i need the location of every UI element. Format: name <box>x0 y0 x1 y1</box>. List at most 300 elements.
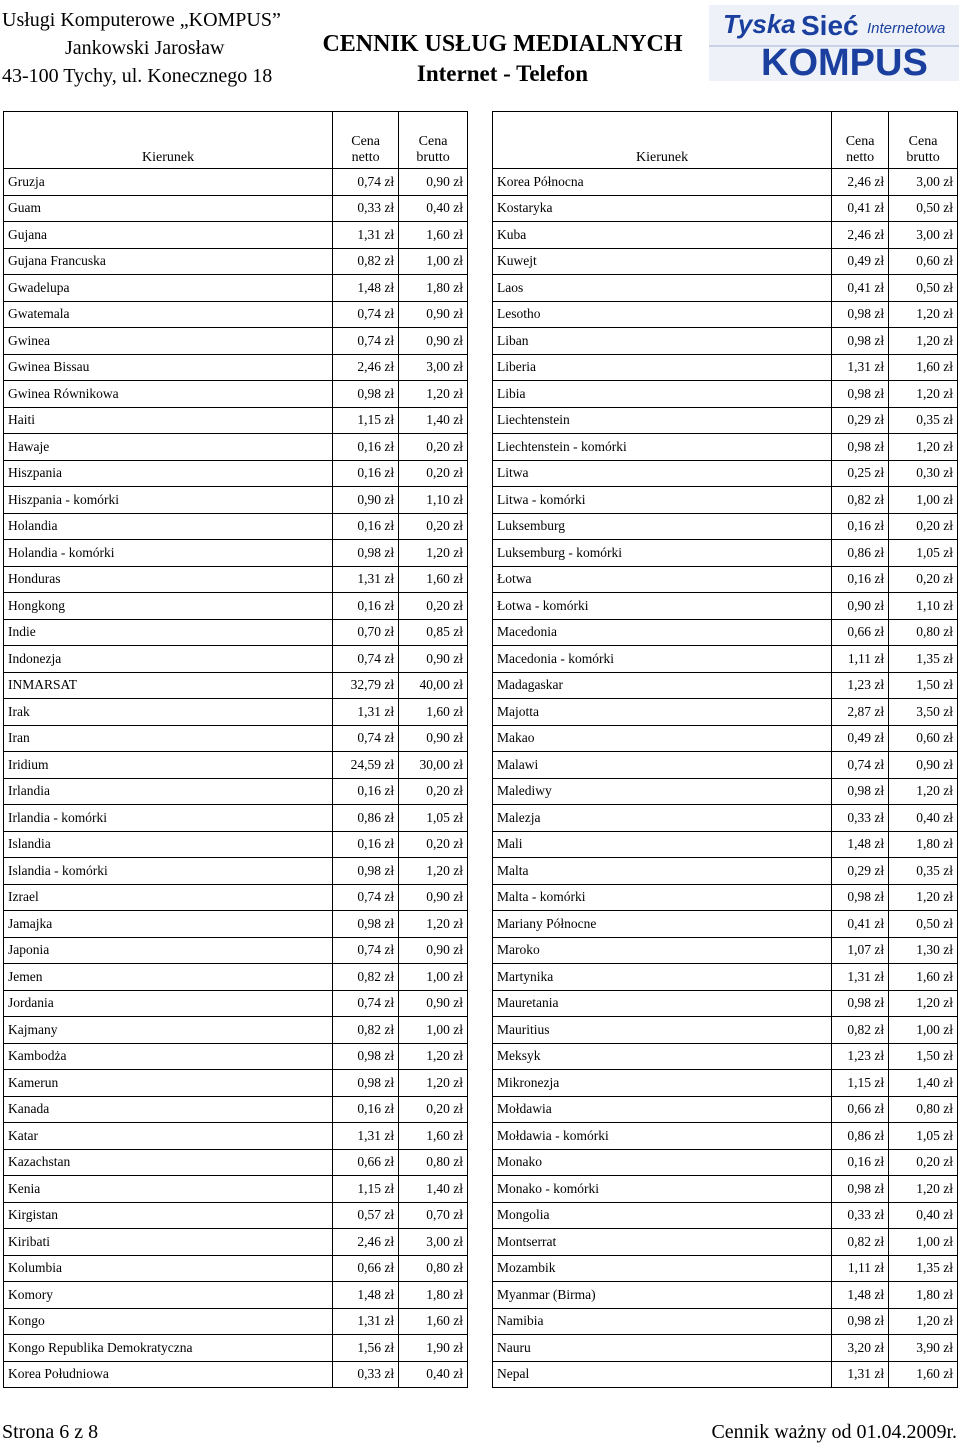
direction-cell: Montserrat <box>493 1229 832 1256</box>
gross-price-cell: 0,20 zł <box>399 513 468 540</box>
net-price-cell: 0,74 zł <box>333 646 399 673</box>
direction-cell: Komory <box>4 1282 333 1309</box>
direction-cell: Hongkong <box>4 593 333 620</box>
gross-price-cell: 1,20 zł <box>889 778 958 805</box>
direction-cell: Jemen <box>4 964 333 991</box>
net-price-cell: 0,49 zł <box>832 248 889 275</box>
gross-price-cell: 0,85 zł <box>399 619 468 646</box>
table-row <box>493 805 958 832</box>
table-row <box>493 858 958 885</box>
net-price-cell: 2,87 zł <box>832 699 889 726</box>
net-price-cell: 0,86 zł <box>832 1123 889 1150</box>
table-row <box>493 619 958 646</box>
table-row <box>4 566 468 593</box>
direction-cell: Kongo Republika Demokratyczna <box>4 1335 333 1362</box>
net-price-cell: 1,23 zł <box>832 672 889 699</box>
table-row <box>4 911 468 938</box>
gross-price-cell: 0,80 zł <box>889 619 958 646</box>
table-row <box>4 381 468 408</box>
gross-price-cell: 0,90 zł <box>399 646 468 673</box>
gross-price-cell: 0,80 zł <box>889 1096 958 1123</box>
gross-price-cell: 1,60 zł <box>889 964 958 991</box>
direction-cell: Holandia - komórki <box>4 540 333 567</box>
table-row <box>4 434 468 461</box>
direction-cell: Malawi <box>493 752 832 779</box>
direction-cell: Kolumbia <box>4 1255 333 1282</box>
net-price-cell: 1,48 zł <box>832 831 889 858</box>
table-row <box>493 222 958 249</box>
net-price-cell: 0,66 zł <box>333 1255 399 1282</box>
table-row <box>4 275 468 302</box>
net-price-cell: 0,41 zł <box>832 275 889 302</box>
table-row <box>4 248 468 275</box>
direction-cell: Litwa <box>493 460 832 487</box>
table-row <box>4 460 468 487</box>
direction-cell: Indonezja <box>4 646 333 673</box>
gross-price-cell: 0,50 zł <box>889 195 958 222</box>
table-row <box>493 646 958 673</box>
table-row <box>4 1176 468 1203</box>
gross-price-cell: 0,20 zł <box>399 1096 468 1123</box>
direction-cell: Gwinea Równikowa <box>4 381 333 408</box>
table-row <box>493 275 958 302</box>
direction-cell: Jordania <box>4 990 333 1017</box>
net-price-cell: 0,74 zł <box>333 328 399 355</box>
net-price-cell: 3,20 zł <box>832 1335 889 1362</box>
gross-price-cell: 1,60 zł <box>399 222 468 249</box>
direction-cell: Mołdawia - komórki <box>493 1123 832 1150</box>
net-price-cell: 0,98 zł <box>832 990 889 1017</box>
table-row <box>493 354 958 381</box>
direction-cell: Irlandia - komórki <box>4 805 333 832</box>
direction-cell: Islandia <box>4 831 333 858</box>
net-price-cell: 0,41 zł <box>832 195 889 222</box>
table-row <box>4 1043 468 1070</box>
net-price-cell: 0,33 zł <box>333 195 399 222</box>
net-price-cell: 0,98 zł <box>333 1043 399 1070</box>
direction-cell: Monako - komórki <box>493 1176 832 1203</box>
direction-cell: Haiti <box>4 407 333 434</box>
column-header-gross: Cena brutto <box>399 112 468 169</box>
direction-cell: Korea Północna <box>493 169 832 196</box>
gross-price-cell: 1,50 zł <box>889 1043 958 1070</box>
table-row <box>4 1282 468 1309</box>
table-row <box>4 699 468 726</box>
net-price-cell: 0,16 zł <box>333 1096 399 1123</box>
gross-price-cell: 0,20 zł <box>399 778 468 805</box>
kompus-logo <box>709 5 959 81</box>
direction-cell: Nepal <box>493 1361 832 1388</box>
net-price-cell: 1,31 zł <box>333 1308 399 1335</box>
gross-price-cell: 1,05 zł <box>889 540 958 567</box>
table-row <box>4 1149 468 1176</box>
table-row <box>4 169 468 196</box>
title-line-2: Internet - Telefon <box>416 61 589 86</box>
direction-cell: Kajmany <box>4 1017 333 1044</box>
direction-cell: Gujana Francuska <box>4 248 333 275</box>
gross-price-cell: 0,40 zł <box>889 1202 958 1229</box>
gross-price-cell: 1,20 zł <box>889 381 958 408</box>
table-row <box>493 566 958 593</box>
gross-price-cell: 1,40 zł <box>399 1176 468 1203</box>
direction-cell: Japonia <box>4 937 333 964</box>
direction-cell: Madagaskar <box>493 672 832 699</box>
direction-cell: Martynika <box>493 964 832 991</box>
net-price-cell: 0,90 zł <box>832 593 889 620</box>
gross-price-cell: 0,50 zł <box>889 911 958 938</box>
net-price-cell: 2,46 zł <box>832 169 889 196</box>
net-price-cell: 0,86 zł <box>832 540 889 567</box>
table-row <box>4 1335 468 1362</box>
table-row <box>493 1361 958 1388</box>
gross-price-cell: 1,35 zł <box>889 1255 958 1282</box>
gross-price-cell: 1,60 zł <box>399 1123 468 1150</box>
table-row <box>493 301 958 328</box>
table-row <box>493 1308 958 1335</box>
net-price-cell: 0,33 zł <box>832 1202 889 1229</box>
logo-text-tyska: Tyska <box>723 9 796 39</box>
gross-price-cell: 1,80 zł <box>399 275 468 302</box>
gross-price-cell: 1,00 zł <box>889 1017 958 1044</box>
direction-cell: Luksemburg - komórki <box>493 540 832 567</box>
gross-price-cell: 1,00 zł <box>889 487 958 514</box>
gross-price-cell: 1,20 zł <box>889 328 958 355</box>
net-price-cell: 1,11 zł <box>832 646 889 673</box>
gross-price-cell: 1,90 zł <box>399 1335 468 1362</box>
table-row <box>4 593 468 620</box>
gross-price-cell: 0,40 zł <box>399 1361 468 1388</box>
table-row <box>493 487 958 514</box>
table-row <box>4 672 468 699</box>
gross-price-cell: 3,00 zł <box>889 222 958 249</box>
gross-price-cell: 0,80 zł <box>399 1149 468 1176</box>
direction-cell: Mauretania <box>493 990 832 1017</box>
net-price-cell: 0,98 zł <box>333 1070 399 1097</box>
direction-cell: Kanada <box>4 1096 333 1123</box>
net-price-cell: 1,15 zł <box>832 1070 889 1097</box>
direction-cell: Guam <box>4 195 333 222</box>
net-price-cell: 2,46 zł <box>333 1229 399 1256</box>
direction-cell: Macedonia - komórki <box>493 646 832 673</box>
gross-price-cell: 1,60 zł <box>889 1361 958 1388</box>
direction-cell: Iran <box>4 725 333 752</box>
page-number: Strona 6 z 8 <box>2 1421 99 1443</box>
net-price-cell: 0,74 zł <box>333 169 399 196</box>
table-row <box>4 1070 468 1097</box>
direction-cell: Myanmar (Birma) <box>493 1282 832 1309</box>
net-price-cell: 0,98 zł <box>832 381 889 408</box>
net-price-cell: 1,23 zł <box>832 1043 889 1070</box>
net-price-cell: 0,16 zł <box>333 460 399 487</box>
gross-price-cell: 1,10 zł <box>399 487 468 514</box>
gross-price-cell: 3,00 zł <box>399 354 468 381</box>
direction-cell: Namibia <box>493 1308 832 1335</box>
direction-cell: Libia <box>493 381 832 408</box>
net-price-cell: 1,31 zł <box>832 964 889 991</box>
gross-price-cell: 0,90 zł <box>399 884 468 911</box>
table-row <box>493 1176 958 1203</box>
gross-price-cell: 0,90 zł <box>889 752 958 779</box>
gross-price-cell: 1,20 zł <box>889 301 958 328</box>
net-price-cell: 0,98 zł <box>333 540 399 567</box>
gross-price-cell: 1,40 zł <box>889 1070 958 1097</box>
table-row <box>493 1149 958 1176</box>
direction-cell: Irak <box>4 699 333 726</box>
net-price-cell: 0,16 zł <box>832 513 889 540</box>
table-row <box>493 407 958 434</box>
net-price-cell: 0,90 zł <box>333 487 399 514</box>
net-price-cell: 0,98 zł <box>333 381 399 408</box>
net-price-cell: 0,66 zł <box>832 619 889 646</box>
net-price-cell: 0,82 zł <box>333 964 399 991</box>
direction-cell: Katar <box>4 1123 333 1150</box>
table-row <box>493 195 958 222</box>
net-price-cell: 0,74 zł <box>832 752 889 779</box>
table-row <box>4 778 468 805</box>
direction-cell: Mozambik <box>493 1255 832 1282</box>
table-row <box>4 1123 468 1150</box>
direction-cell: Kamerun <box>4 1070 333 1097</box>
gross-price-cell: 1,60 zł <box>399 699 468 726</box>
direction-cell: Kiribati <box>4 1229 333 1256</box>
net-price-cell: 1,11 zł <box>832 1255 889 1282</box>
table-row <box>4 301 468 328</box>
gross-price-cell: 1,05 zł <box>399 805 468 832</box>
table-row <box>4 831 468 858</box>
table-row <box>4 1361 468 1388</box>
title-line-1: CENNIK USŁUG MEDIALNYCH <box>322 31 683 57</box>
net-price-cell: 1,31 zł <box>333 699 399 726</box>
table-row <box>493 328 958 355</box>
table-row <box>493 1282 958 1309</box>
table-row <box>493 248 958 275</box>
net-price-cell: 0,25 zł <box>832 460 889 487</box>
net-price-cell: 1,31 zł <box>333 222 399 249</box>
company-name: Usługi Komputerowe „KOMPUS” <box>2 9 281 31</box>
net-price-cell: 0,16 zł <box>333 778 399 805</box>
net-price-cell: 1,07 zł <box>832 937 889 964</box>
gross-price-cell: 1,00 zł <box>889 1229 958 1256</box>
gross-price-cell: 1,05 zł <box>889 1123 958 1150</box>
validity-date: Cennik ważny od 01.04.2009r. <box>711 1421 957 1443</box>
net-price-cell: 0,74 zł <box>333 725 399 752</box>
gross-price-cell: 0,80 zł <box>399 1255 468 1282</box>
direction-cell: Liberia <box>493 354 832 381</box>
direction-cell: Gruzja <box>4 169 333 196</box>
direction-cell: Makao <box>493 725 832 752</box>
net-price-cell: 0,70 zł <box>333 619 399 646</box>
direction-cell: Mariany Północne <box>493 911 832 938</box>
direction-cell: Mikronezja <box>493 1070 832 1097</box>
table-row <box>4 1096 468 1123</box>
net-price-cell: 1,15 zł <box>333 1176 399 1203</box>
direction-cell: Kazachstan <box>4 1149 333 1176</box>
table-row <box>493 593 958 620</box>
table-row <box>4 937 468 964</box>
direction-cell: Islandia - komórki <box>4 858 333 885</box>
gross-price-cell: 1,80 zł <box>399 1282 468 1309</box>
net-price-cell: 0,98 zł <box>333 858 399 885</box>
net-price-cell: 0,16 zł <box>333 831 399 858</box>
company-info <box>2 6 281 90</box>
table-row <box>4 619 468 646</box>
gross-price-cell: 1,80 zł <box>889 831 958 858</box>
table-row <box>4 354 468 381</box>
net-price-cell: 1,15 zł <box>333 407 399 434</box>
net-price-cell: 0,86 zł <box>333 805 399 832</box>
table-header-row <box>4 112 468 169</box>
gross-price-cell: 0,90 zł <box>399 937 468 964</box>
gross-price-cell: 1,60 zł <box>399 566 468 593</box>
table-row <box>4 990 468 1017</box>
net-price-cell: 0,98 zł <box>832 778 889 805</box>
gross-price-cell: 0,20 zł <box>889 1149 958 1176</box>
direction-cell: Kambodża <box>4 1043 333 1070</box>
net-price-cell: 0,98 zł <box>832 884 889 911</box>
net-price-cell: 1,48 zł <box>333 1282 399 1309</box>
net-price-cell: 0,82 zł <box>832 487 889 514</box>
price-table-left <box>3 111 468 1388</box>
table-row <box>493 778 958 805</box>
gross-price-cell: 0,20 zł <box>399 593 468 620</box>
direction-cell: Hiszpania - komórki <box>4 487 333 514</box>
direction-cell: Liban <box>493 328 832 355</box>
net-price-cell: 1,56 zł <box>333 1335 399 1362</box>
table-row <box>493 1202 958 1229</box>
net-price-cell: 2,46 zł <box>333 354 399 381</box>
table-row <box>493 460 958 487</box>
direction-cell: Mauritius <box>493 1017 832 1044</box>
table-row <box>493 1335 958 1362</box>
table-row <box>4 884 468 911</box>
direction-cell: Gwinea <box>4 328 333 355</box>
table-row <box>493 672 958 699</box>
table-row <box>4 1202 468 1229</box>
table-row <box>493 752 958 779</box>
direction-cell: Mołdawia <box>493 1096 832 1123</box>
gross-price-cell: 3,00 zł <box>889 169 958 196</box>
table-row <box>493 911 958 938</box>
table-row <box>493 1255 958 1282</box>
direction-cell: Kostaryka <box>493 195 832 222</box>
net-price-cell: 0,74 zł <box>333 301 399 328</box>
net-price-cell: 0,82 zł <box>333 248 399 275</box>
net-price-cell: 1,31 zł <box>832 1361 889 1388</box>
net-price-cell: 0,57 zł <box>333 1202 399 1229</box>
gross-price-cell: 1,00 zł <box>399 248 468 275</box>
net-price-cell: 0,16 zł <box>832 1149 889 1176</box>
gross-price-cell: 1,60 zł <box>399 1308 468 1335</box>
table-row <box>4 646 468 673</box>
table-row <box>4 513 468 540</box>
table-row <box>493 1043 958 1070</box>
gross-price-cell: 0,70 zł <box>399 1202 468 1229</box>
direction-cell: Łotwa <box>493 566 832 593</box>
table-row <box>4 1308 468 1335</box>
net-price-cell: 0,16 zł <box>333 434 399 461</box>
table-row <box>493 937 958 964</box>
net-price-cell: 1,48 zł <box>832 1282 889 1309</box>
gross-price-cell: 0,90 zł <box>399 169 468 196</box>
direction-cell: Iridium <box>4 752 333 779</box>
gross-price-cell: 1,00 zł <box>399 1017 468 1044</box>
direction-cell: Laos <box>493 275 832 302</box>
gross-price-cell: 30,00 zł <box>399 752 468 779</box>
table-row <box>4 487 468 514</box>
table-row <box>4 752 468 779</box>
logo-text-kompus: KOMPUS <box>761 42 928 81</box>
net-price-cell: 0,16 zł <box>333 593 399 620</box>
net-price-cell: 0,74 zł <box>333 937 399 964</box>
net-price-cell: 0,82 zł <box>832 1229 889 1256</box>
net-price-cell: 0,29 zł <box>832 407 889 434</box>
net-price-cell: 32,79 zł <box>333 672 399 699</box>
table-row <box>4 328 468 355</box>
net-price-cell: 0,98 zł <box>333 911 399 938</box>
direction-cell: Malezja <box>493 805 832 832</box>
direction-cell: Hiszpania <box>4 460 333 487</box>
gross-price-cell: 1,50 zł <box>889 672 958 699</box>
gross-price-cell: 0,20 zł <box>889 566 958 593</box>
table-row <box>4 195 468 222</box>
table-row <box>493 1070 958 1097</box>
direction-cell: Izrael <box>4 884 333 911</box>
direction-cell: Kongo <box>4 1308 333 1335</box>
gross-price-cell: 0,20 zł <box>399 434 468 461</box>
gross-price-cell: 1,20 zł <box>889 990 958 1017</box>
gross-price-cell: 1,60 zł <box>889 354 958 381</box>
direction-cell: Liechtenstein <box>493 407 832 434</box>
direction-cell: Jamajka <box>4 911 333 938</box>
table-row <box>493 513 958 540</box>
net-price-cell: 0,82 zł <box>333 1017 399 1044</box>
direction-cell: Irlandia <box>4 778 333 805</box>
table-row <box>4 540 468 567</box>
table-row <box>493 1123 958 1150</box>
table-row <box>4 805 468 832</box>
net-price-cell: 0,82 zł <box>832 1017 889 1044</box>
gross-price-cell: 1,35 zł <box>889 646 958 673</box>
column-header-direction: Kierunek <box>493 112 832 169</box>
net-price-cell: 0,74 zł <box>333 990 399 1017</box>
direction-cell: Mongolia <box>493 1202 832 1229</box>
net-price-cell: 0,98 zł <box>832 1308 889 1335</box>
direction-cell: Korea Południowa <box>4 1361 333 1388</box>
net-price-cell: 1,31 zł <box>333 566 399 593</box>
direction-cell: Maroko <box>493 937 832 964</box>
net-price-cell: 0,66 zł <box>333 1149 399 1176</box>
direction-cell: Łotwa - komórki <box>493 593 832 620</box>
direction-cell: Honduras <box>4 566 333 593</box>
gross-price-cell: 0,20 zł <box>399 831 468 858</box>
gross-price-cell: 1,10 zł <box>889 593 958 620</box>
net-price-cell: 1,31 zł <box>333 1123 399 1150</box>
gross-price-cell: 1,20 zł <box>399 1070 468 1097</box>
gross-price-cell: 1,20 zł <box>889 884 958 911</box>
table-row <box>4 1255 468 1282</box>
net-price-cell: 0,66 zł <box>832 1096 889 1123</box>
net-price-cell: 0,74 zł <box>333 884 399 911</box>
gross-price-cell: 0,60 zł <box>889 248 958 275</box>
gross-price-cell: 1,20 zł <box>889 1176 958 1203</box>
table-row <box>493 831 958 858</box>
net-price-cell: 0,49 zł <box>832 725 889 752</box>
gross-price-cell: 1,00 zł <box>399 964 468 991</box>
net-price-cell: 24,59 zł <box>333 752 399 779</box>
direction-cell: Meksyk <box>493 1043 832 1070</box>
gross-price-cell: 0,35 zł <box>889 407 958 434</box>
table-row <box>493 169 958 196</box>
